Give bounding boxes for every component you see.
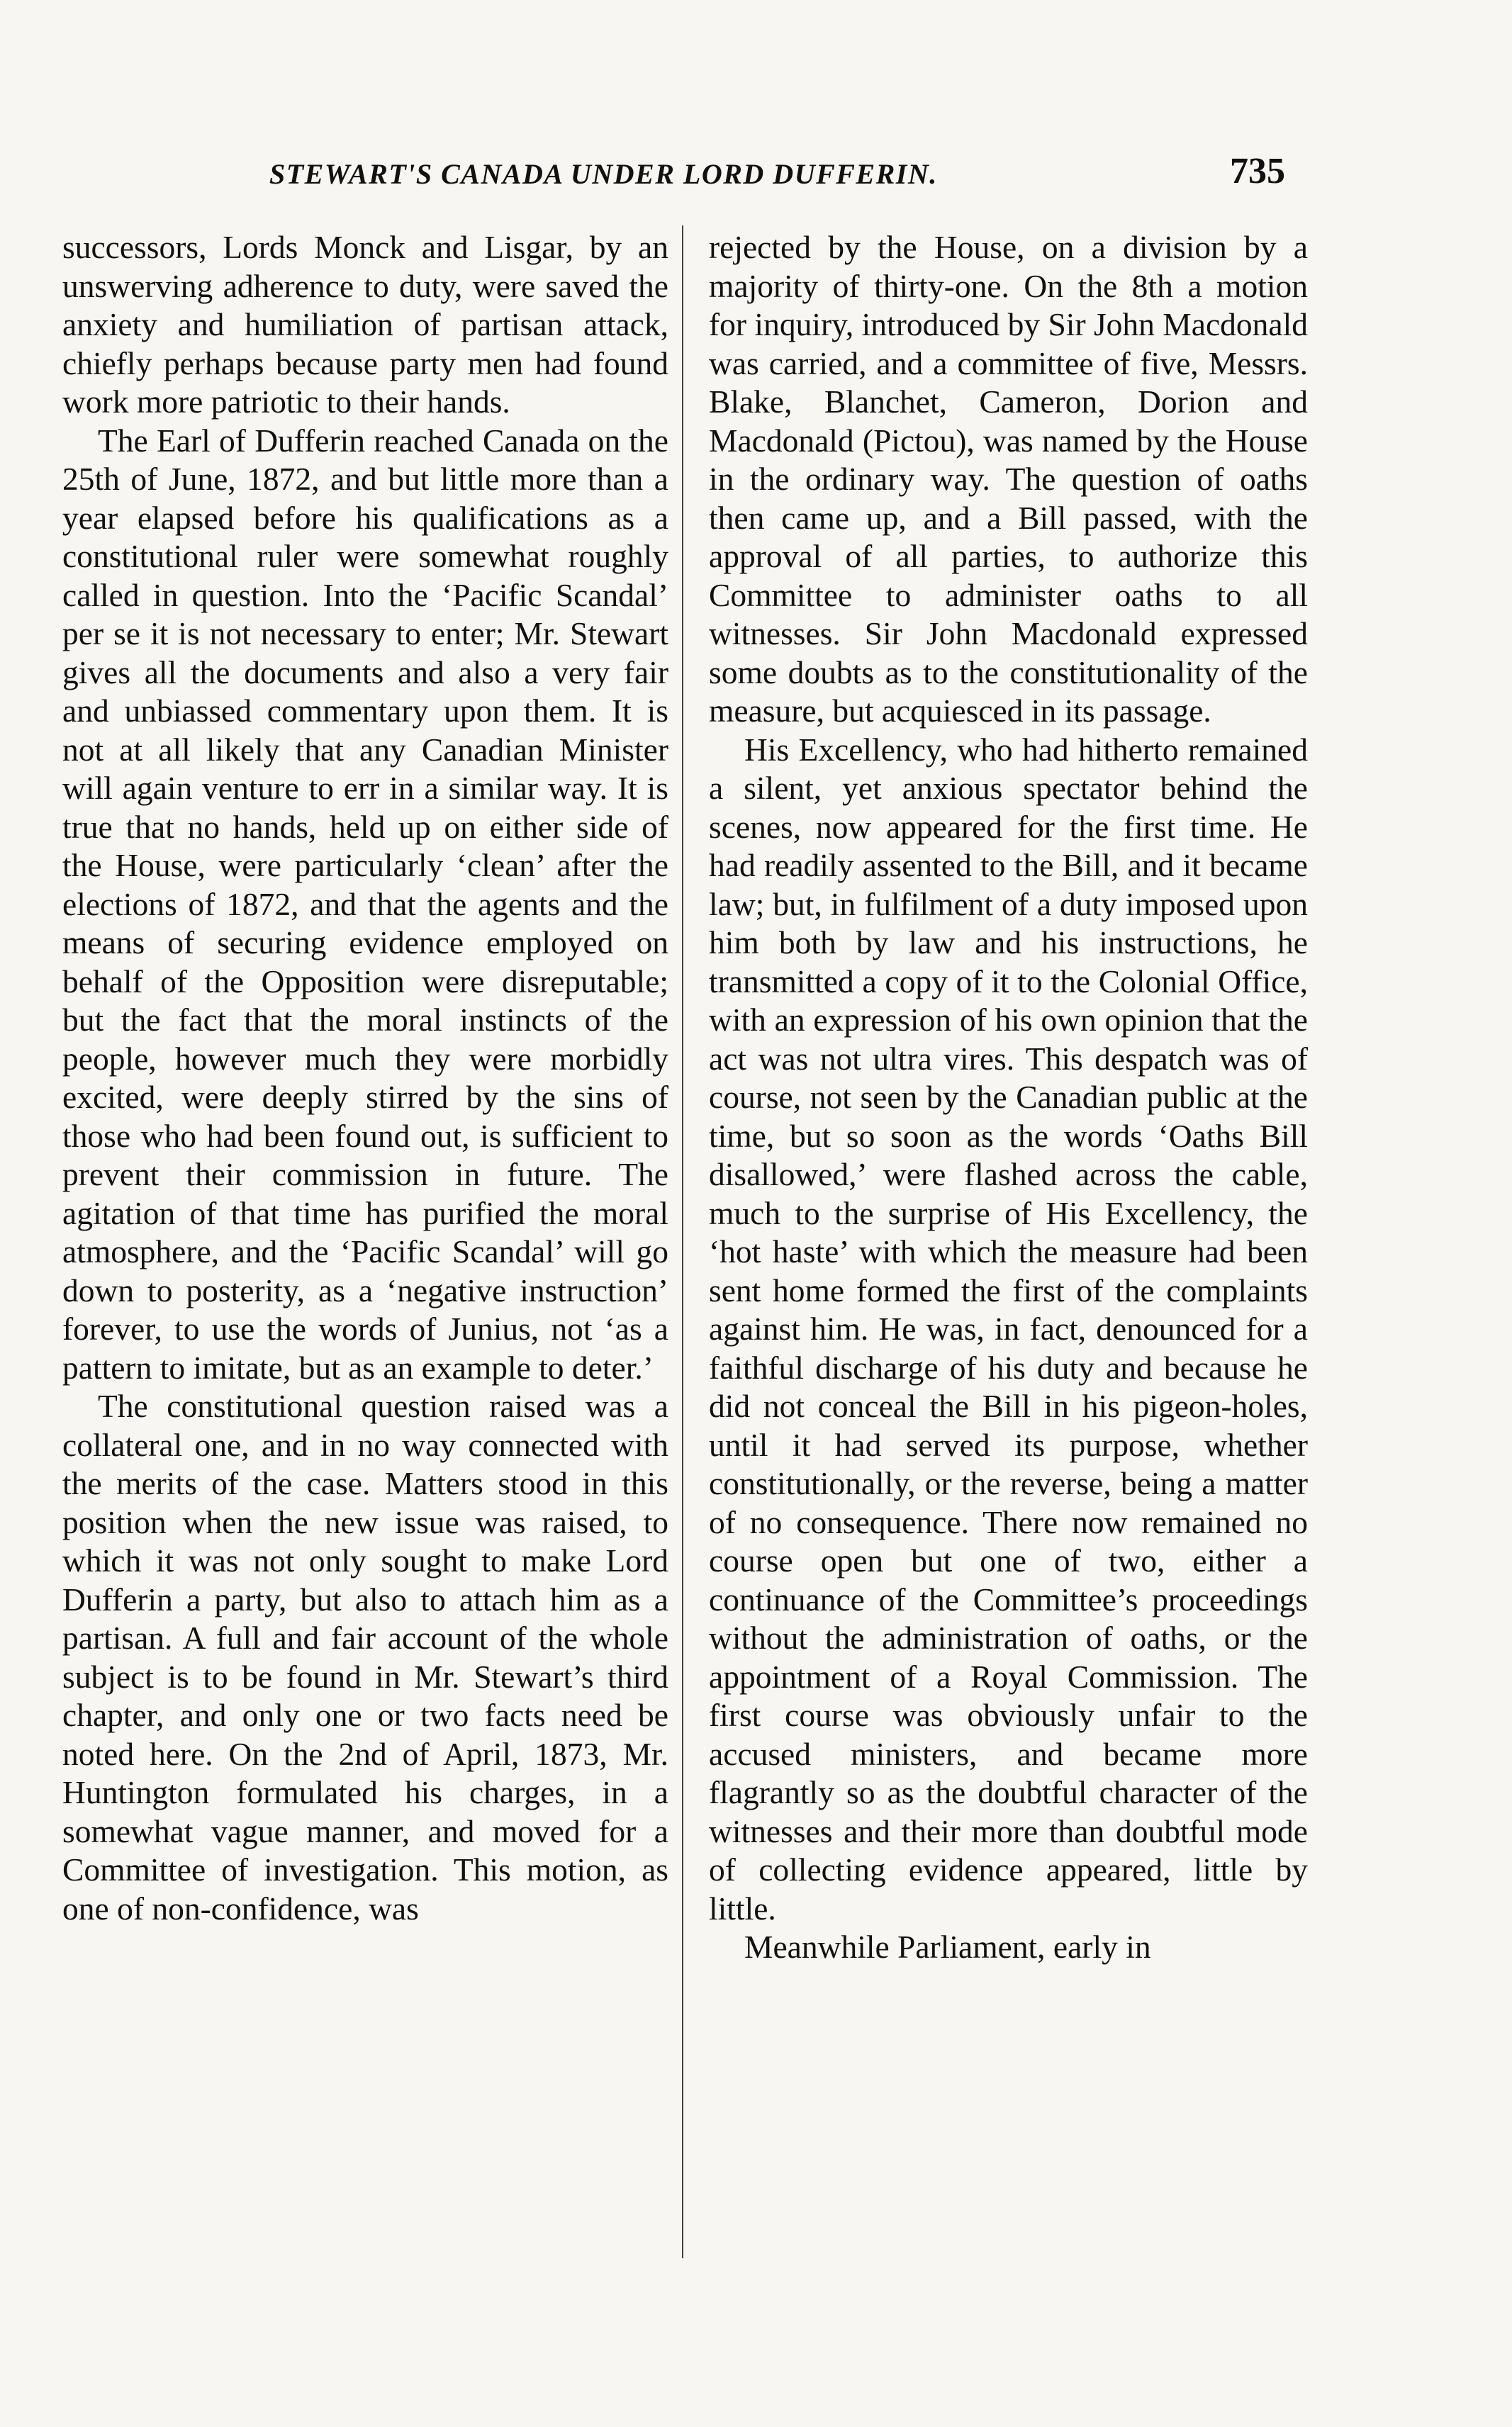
left-column	[62, 228, 668, 1928]
paragraph: Meanwhile Parliament, early in	[744, 1929, 1151, 1965]
column-divider	[682, 225, 683, 2258]
paragraph: His Excellency, who had hitherto remained a silent, yet anxious spectator behind the scenes, now appeared for the first time. He had readily assented to the Bill, and it became law; but, in fulfilment of a duty imposed upon him both by law and his instructions, he transmitted a copy of it to the Colonial Office, with an expression of his own opinion that the act was not ultra vires. This despatch was of course, not seen by the Canadian public at the time, but so soon as the words ‘Oaths Bill disallowed,’ were flashed across the cable, much to the surprise of His Excellency, the ‘hot haste’ with which the measure had been sent home formed the first of the complaints against him. He was, in fact, denounced for a faithful discharge of his duty and because he did not conceal the Bill in his pigeon-holes, until it had served its purpose, whether constitutionally, or the reverse, being a matter of no consequence. There now remained no course open but one of two, either a continuance of the Committee’s proceedings without the administration of oaths, or the appointment of a Royal Commission. The first course was obviously unfair to the accused ministers, and became more flagrantly so as the doubtful character of the witnesses and their more than doubtful mode of collecting evidence appeared, little by little.	[709, 731, 1308, 1927]
paragraph: The constitutional question raised was a collateral one, and in no way connected with the merits of the case. Matters stood in this position when the new issue was raised, to which it was not only sought to make Lord Dufferin a party, but also to attach him as a partisan. A full and fair account of the whole subject is to be found in Mr. Stewart’s third chapter, and only one or two facts need be noted here. On the 2nd of April, 1873, Mr. Huntington formulated his charges, in a somewhat vague manner, and moved for a Committee of investigation. This motion, as one of non-confidence, was	[62, 1388, 668, 1927]
running-title: STEWART'S CANADA UNDER LORD DUFFERIN.	[269, 158, 938, 190]
paragraph: rejected by the House, on a division by a majority of thirty-one. On the 8th a motion for inquiry, introduced by Sir John Macdonald was carried, and a committee of five, Messrs. Blake, Blanchet, Cameron, Dorion and Macdonald (Pictou), was named by the House in the ordinary way. The question of oaths then came up, and a Bill passed, with the approval of all parties, to authorize this Committee to administer oaths to all witnesses. Sir John Macdonald expressed some doubts as to the constitutionality of the measure, but acquiesced in its passage.	[709, 229, 1308, 729]
page-header	[0, 150, 1512, 200]
page-number: 735	[1230, 151, 1285, 191]
paragraph: successors, Lords Monck and Lisgar, by an unswerving adherence to duty, were saved the anxiety and humiliation of partisan attack, chiefly perhaps because party men had found work more patriotic to their hands.	[62, 229, 668, 420]
right-column	[709, 228, 1308, 1967]
paragraph: The Earl of Dufferin reached Canada on the 25th of June, 1872, and but little more than a year elapsed before his qualifications as a constitutional ruler were somewhat roughly called in question. Into the ‘Pacific Scandal’ per se it is not necessary to enter; Mr. Stewart gives all the documents and also a very fair and unbiassed commentary upon them. It is not at all likely that any Canadian Minister will again venture to err in a similar way. It is true that no hands, held up on either side of the House, were particularly ‘clean’ after the elections of 1872, and that the agents and the means of securing evidence employed on behalf of the Opposition were disreputable; but the fact that the moral instincts of the people, however much they were morbidly excited, were deeply stirred by the sins of those who had been found out, is sufficient to prevent their commission in future. The agitation of that time has purified the moral atmosphere, and the ‘Pacific Scandal’ will go down to posterity, as a ‘negative instruction’ forever, to use the words of Junius, not ‘as a pattern to imitate, but as an example to deter.’	[62, 422, 668, 1386]
